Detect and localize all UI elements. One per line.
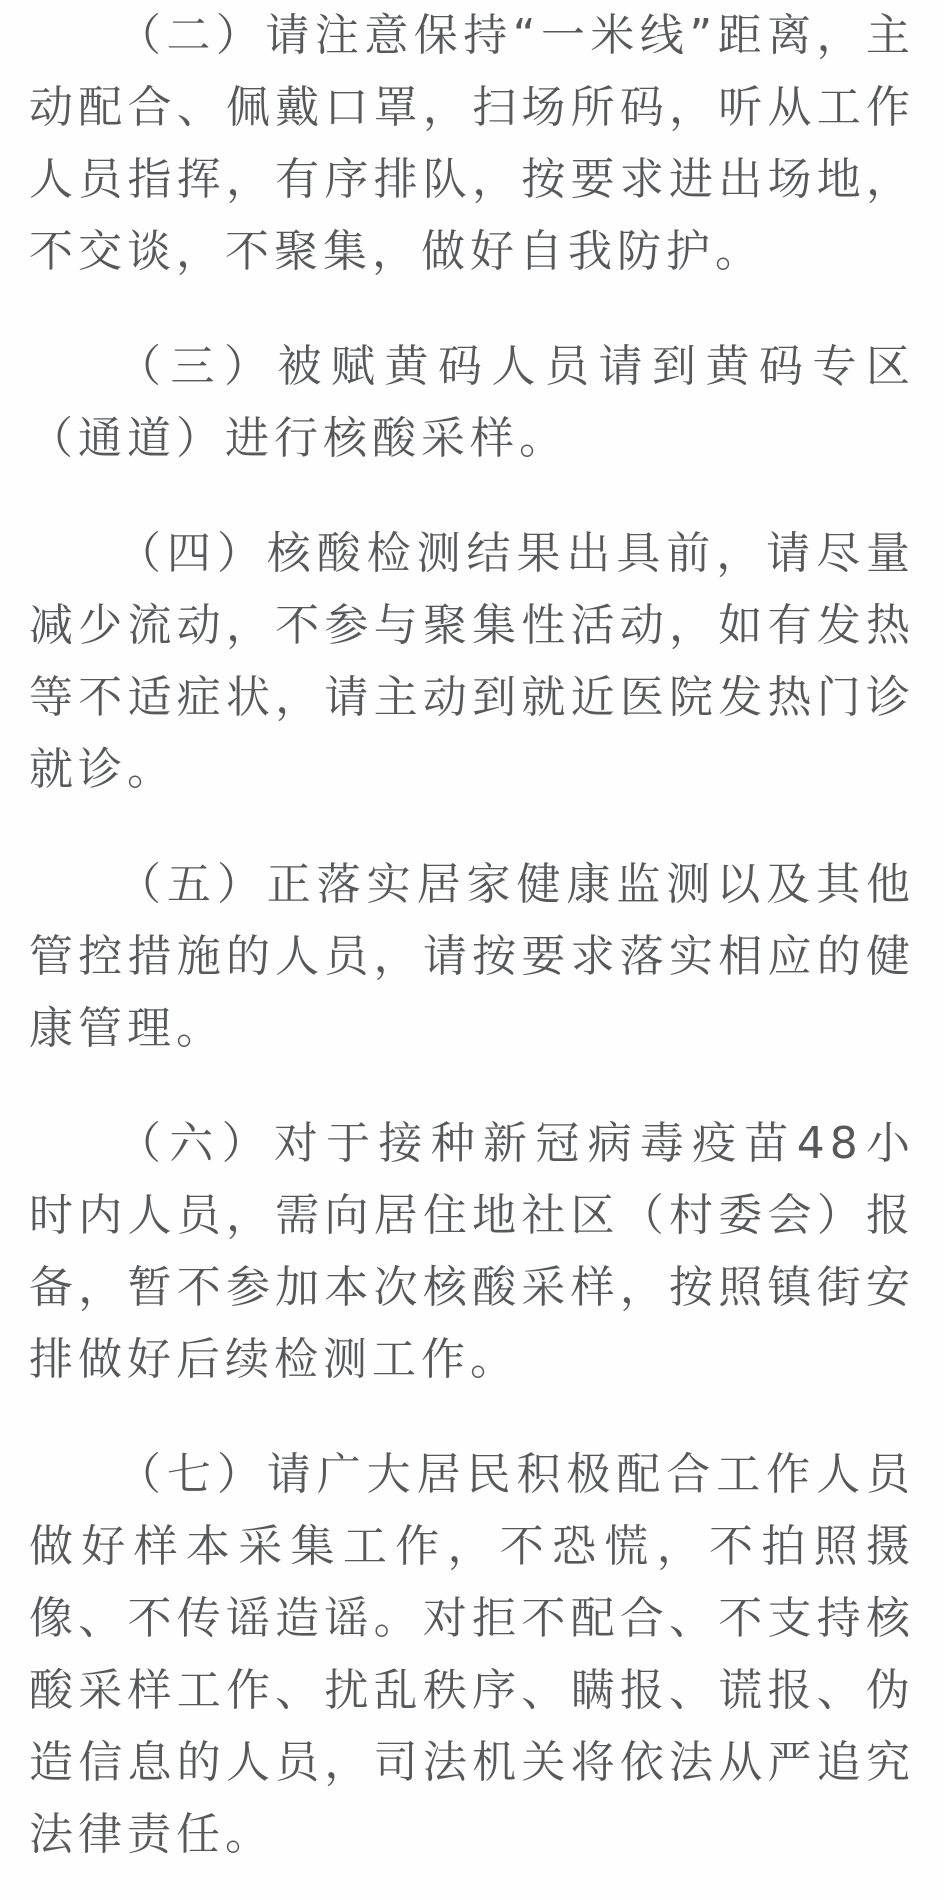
- notice-paragraph-item-5: （五）正落实居家健康监测以及其他管控措施的人员，请按要求落实相应的健康管理。: [29, 859, 915, 1054]
- notice-paragraph-item-4: （四）核酸检测结果出具前，请尽量减少流动，不参与聚集性活动，如有发热等不适症状，请主动到就近医院发热门诊就诊。: [29, 528, 915, 795]
- notice-paragraph-item-6: （六）对于接种新冠病毒疫苗48小时内人员，需向居住地社区（村委会）报备，暂不参加本次核酸采样，按照镇街安排做好后续检测工作。: [29, 1118, 915, 1385]
- notice-paragraph-item-7: （七）请广大居民积极配合工作人员做好样本采集工作，不恐慌，不拍照摄像、不传谣造谣。对拒不配合、不支持核酸采样工作、扰乱秩序、瞒报、谎报、伪造信息的人员，司法机关将依法从严追究法律责任。: [29, 1449, 915, 1860]
- notice-paragraph-item-2: （二）请注意保持“一米线”距离，主动配合、佩戴口罩，扫场所码，听从工作人员指挥，有序排队，按要求进出场地，不交谈，不聚集，做好自我防护。: [29, 10, 915, 277]
- notice-paragraph-item-3: （三）被赋黄码人员请到黄码专区（通道）进行核酸采样。: [29, 341, 915, 464]
